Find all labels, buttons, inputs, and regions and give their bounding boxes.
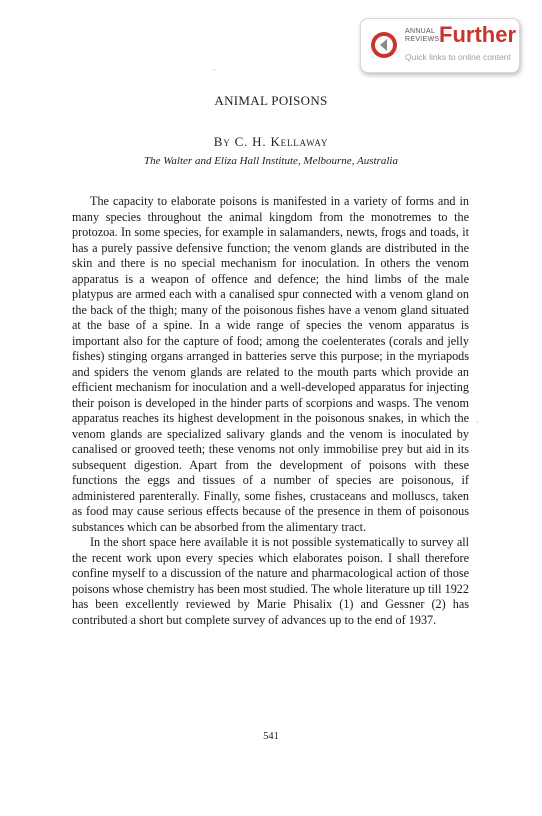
article-body bbox=[72, 194, 469, 628]
badge-brand-further: Further bbox=[439, 22, 516, 47]
body-paragraph: The capacity to elaborate poisons is manifested in a variety of forms and in many species throughout the animal kingdom from the monotremes to the protozoa. In some species, for example in salamanders, newts, frogs and toads, it has a purely passive defensive function; the venom glands are distributed in the skin and there is no special mechanism for inoculation. In others the venom apparatus is a weapon of offence and defence; the hind limbs of the male platypus are armed each with a canalised spur connected with a venom gland on the back of the thigh; many of the poisonous fishes have a venom gland situated at the base of a spine. In a wide range of species the venom apparatus is important also for the capture of food; among the coelenterates (corals and jelly fishes) stinging organs arranged in batteries serve this purpose; in the myriapods and spiders the venom glands are related to the mouth parts which provide an efficient mechanism for inoculation and a well-developed apparatus for injecting their poison is developed in the hinder parts of scorpions and wasps. The venom apparatus reaches its highest development in the poisonous snakes, in which the venom glands are specialized salivary glands and the venom is inoculated by canalised or grooved teeth; these venoms not only immobilise prey but aid in its subsequent digestion. Apart from the development of poisons with these functions the eggs and tissues of a number of species are poisonous, if administered parenterally. Finally, some fishes, crustaceans and molluscs, taken as food may cause serious effects because of the presence in them of poisonous substances which can be absorbed from the alimentary tract. bbox=[72, 194, 469, 534]
badge-subtitle: Quick links to online content bbox=[405, 52, 511, 62]
scan-speck: · bbox=[476, 418, 479, 427]
annual-reviews-logo-icon bbox=[370, 31, 398, 59]
page-number: 541 bbox=[263, 731, 279, 742]
annual-reviews-further-badge[interactable] bbox=[360, 18, 520, 73]
article-affiliation: The Walter and Eliza Hall Institute, Melbourne, Australia bbox=[144, 155, 398, 167]
body-paragraph: In the short space here available it is not possible systematically to survey all the recent work upon every species which elaborates poison. I shall therefore confine myself to a discussion of the nature and pharmacological action of those poisons whose chemistry has been most studied. The whole literature up till 1922 has been excellently reviewed by Marie Phisalix (1) and Gessner (2) has contributed a short but complete survey of advances up to the end of 1937. bbox=[72, 535, 469, 627]
scan-speck: · bbox=[213, 66, 216, 75]
badge-brand-small: ANNUAL REVIEWS bbox=[405, 28, 440, 43]
article-author: By C. H. Kellaway bbox=[213, 134, 329, 149]
article-title: ANIMAL POISONS bbox=[214, 93, 328, 108]
